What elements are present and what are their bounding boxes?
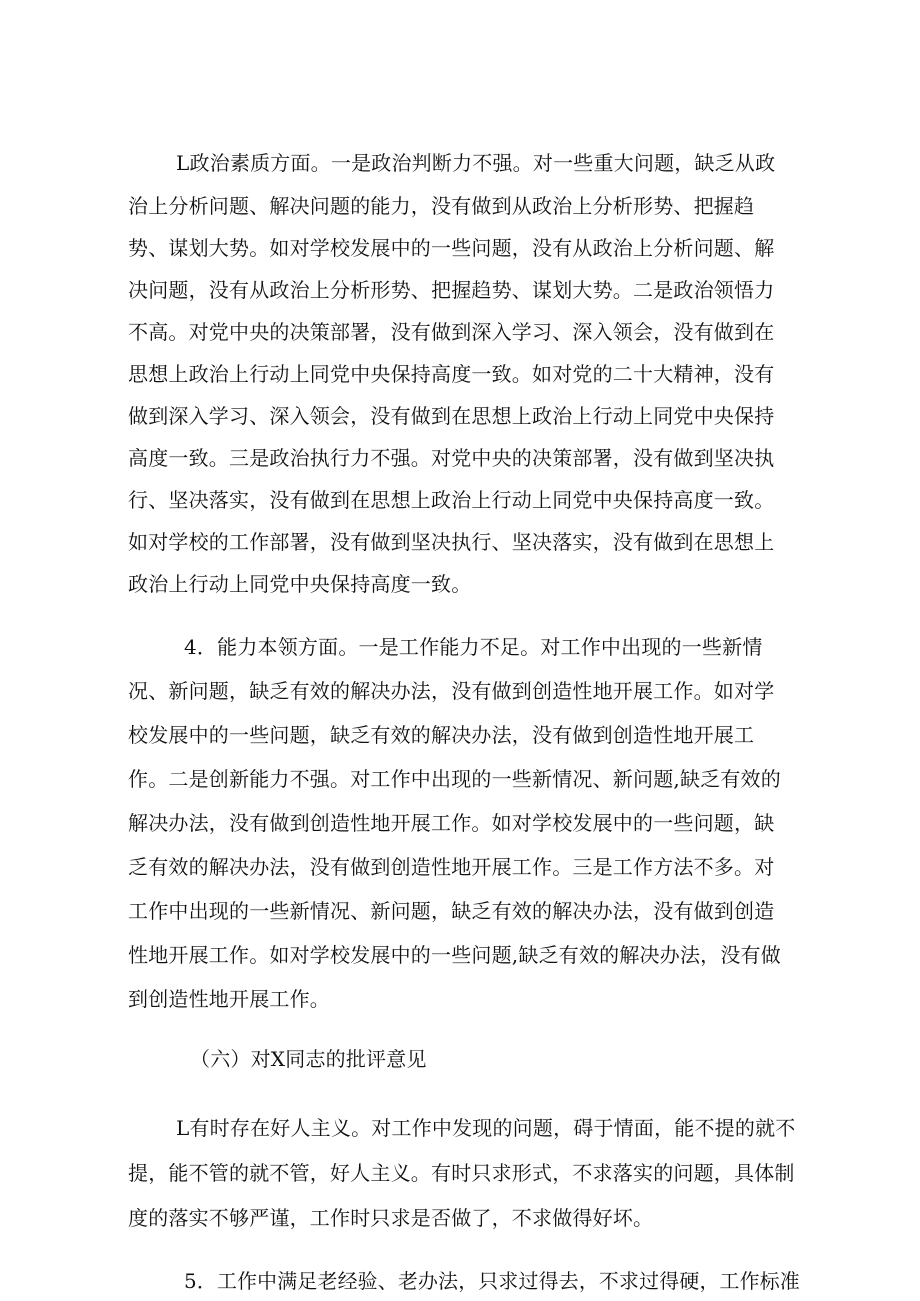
paragraph-line: 到创造性地开展工作。 [128,987,330,1011]
paragraph-line: 决问题，没有从政治上分析形势、把握趋势、谋划大势。二是政治领悟力 [128,278,775,302]
paragraph-line: 政治上行动上同党中央保持高度一致。 [128,572,472,596]
paragraph-line: 5．工作中满足老经验、老办法，只求过得去，不求过得硬，工作标准 [184,1269,800,1293]
paragraph-line: 做到深入学习、深入领会，没有做到在思想上政治上行动上同党中央保持 [128,404,775,428]
paragraph-line: 工作中出现的一些新情况、新问题，缺乏有效的解决办法，没有做到创造 [128,899,775,923]
paragraph-line: 乏有效的解决办法，没有做到创造性地开展工作。三是工作方法不多。对 [128,855,775,879]
section-heading: （六）对X同志的批评意见 [190,1047,427,1071]
paragraph-line: 势、谋划大势。如对学校发展中的一些问题，没有从政治上分析问题、解 [128,236,775,260]
paragraph-line: 如对学校的工作部署，没有做到坚决执行、坚决落实，没有做到在思想上 [128,530,775,554]
paragraph-line: 解决办法，没有做到创造性地开展工作。如对学校发展中的一些问题，缺 [128,811,775,835]
paragraph-line: 校发展中的一些问题，缺乏有效的解决办法，没有做到创造性地开展工 [128,723,755,747]
paragraph-line: 况、新问题，缺乏有效的解决办法，没有做到创造性地开展工作。如对学 [128,679,775,703]
paragraph-line: 提，能不管的就不管，好人主义。有时只求形式，不求落实的问题，具体制 [128,1161,795,1185]
paragraph-line: 不高。对党中央的决策部署，没有做到深入学习、深入领会，没有做到在 [128,320,775,344]
paragraph-line: 性地开展工作。如对学校发展中的一些问题,缺乏有效的解决办法，没有做 [128,943,781,967]
paragraph-line: 行、坚决落实，没有做到在思想上政治上行动上同党中央保持高度一致。 [128,488,775,512]
paragraph-line: 思想上政治上行动上同党中央保持高度一致。如对党的二十大精神，没有 [128,362,775,386]
paragraph-line: 高度一致。三是政治执行力不强。对党中央的决策部署，没有做到坚决执 [128,446,775,470]
paragraph-line: L有时存在好人主义。对工作中发现的问题，碍于情面，能不提的就不 [176,1116,796,1140]
paragraph-line: 4．能力本领方面。一是工作能力不足。对工作中出现的一些新情 [184,635,763,659]
paragraph-line: 度的落实不够严谨，工作时只求是否做了，不求做得好坏。 [128,1206,654,1230]
paragraph-line: L政治素质方面。一是政治判断力不强。对一些重大问题，缺乏从政 [176,151,776,175]
paragraph-line: 作。二是创新能力不强。对工作中出现的一些新情况、新问题,缺乏有效的 [128,767,781,791]
paragraph-line: 治上分析问题、解决问题的能力，没有做到从政治上分析形势、把握趋 [128,194,755,218]
